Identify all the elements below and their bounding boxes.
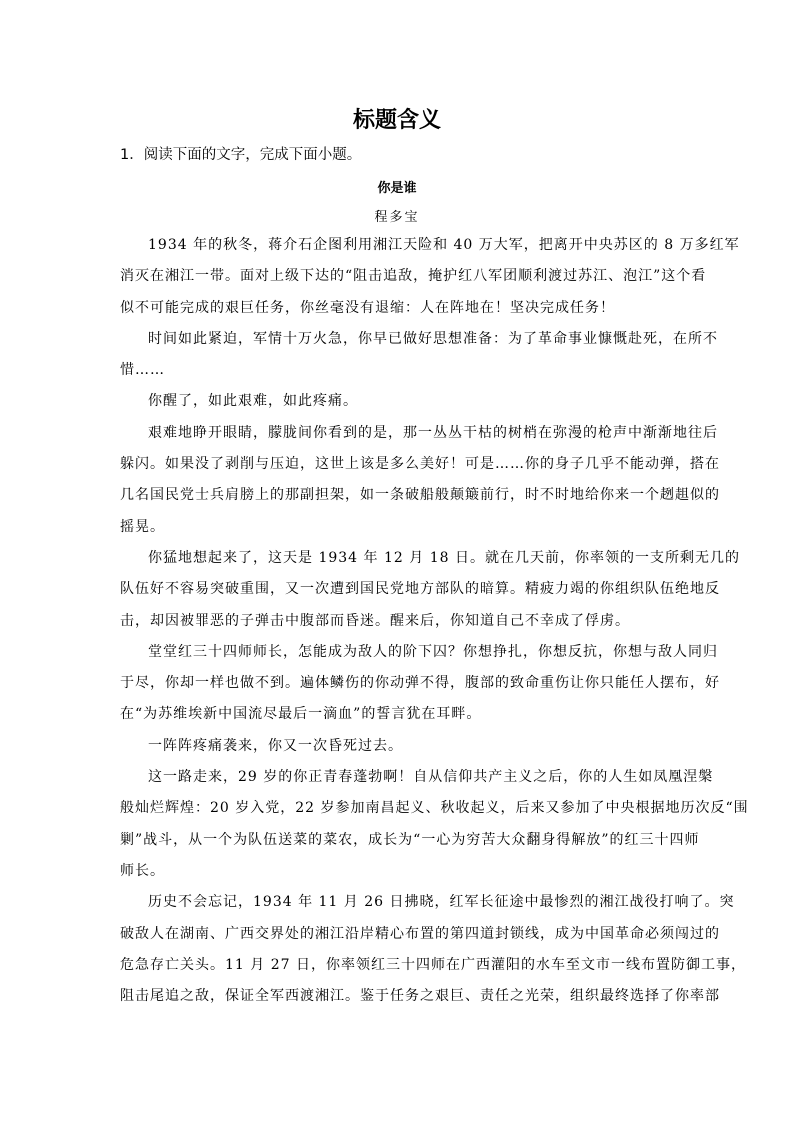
paragraph <box>120 766 749 891</box>
paragraph-line: 破敌人在湖南、广西交界处的湘江沿岸精心布置的第四道封锁线，成为中国革命必须闯过的 <box>120 925 720 942</box>
paragraph-line: 你醒了，如此艰难，如此疼痛。 <box>148 393 358 410</box>
article-body <box>120 234 749 1016</box>
paragraph-line: 你猛地想起来了，这天是 1934 年 12 月 18 日。就在几天前，你率领的一支所剩无几的 <box>148 549 740 566</box>
paragraph-line: 艰难地睁开眼睛，朦胧间你看到的是，那一丛丛干枯的树梢在弥漫的枪声中渐渐地往后 <box>148 424 718 441</box>
paragraph-line: 击，却因被罪恶的子弹击中腹部而昏迷。醒来后，你知道自己不幸成了俘虏。 <box>120 612 630 629</box>
paragraph-line: 阻击尾追之敌，保证全军西渡湘江。鉴于任务之艰巨、责任之光荣，组织最终选择了你率部 <box>120 988 720 1005</box>
paragraph <box>120 390 676 421</box>
paragraph-line: 摇晃。 <box>120 518 165 535</box>
paragraph <box>120 891 746 1016</box>
paragraph-line: 堂堂红三十四师师长，怎能成为敌人的阶下囚？你想挣扎，你想反抗，你想与敌人同归 <box>148 643 718 660</box>
paragraph-line: 惜…… <box>120 362 165 379</box>
paragraph-line: 时间如此紧迫，军情十万火急，你早已做好思想准备：为了革命事业慷慨赴死，在所不 <box>148 330 718 347</box>
paragraph-line: 在“为苏维埃新中国流尽最后一滴血”的誓言犹在耳畔。 <box>120 706 482 723</box>
paragraph-line: 危急存亡关头。11 月 27 日，你率领红三十四师在广西灌阳的水车至文市一线布置防御工事， <box>120 956 746 973</box>
paragraph-line: 一阵阵疼痛袭来，你又一次昏死过去。 <box>148 737 403 754</box>
paragraph <box>120 735 676 766</box>
page-title: 标题含义 <box>352 108 441 133</box>
paragraph <box>120 422 720 547</box>
article-author: 程多宝 <box>374 210 420 225</box>
paragraph-line: 剿”战斗，从一个为队伍送菜的菜农，成长为“一心为穷苦大众翻身得解放”的红三十四师 <box>120 831 700 848</box>
question-prompt: 1．阅读下面的文字，完成下面小题。 <box>120 147 362 163</box>
paragraph-line: 似不可能完成的艰巨任务，你丝毫没有退缩：人在阵地在！坚决完成任务！ <box>120 299 615 316</box>
paragraph-line: 这一路走来，29 岁的你正青春蓬勃啊！自从信仰共产主义之后，你的人生如凤凰涅槃 <box>148 769 714 786</box>
paragraph <box>120 547 740 641</box>
paragraph-line: 1934 年的秋冬，蒋介石企图利用湘江天险和 40 万大军，把离开中央苏区的 8 万多红军 <box>148 237 740 253</box>
paragraph-line: 般灿烂辉煌：20 岁入党，22 岁参加南昌起义、秋收起义，后来又参加了中央根据地历次反“围 <box>120 800 749 817</box>
paragraph-line: 躲闪。如果没了剥削与压迫，这世上该是多么美好！可是……你的身子几乎不能动弹，搭在 <box>120 456 720 473</box>
paragraph-line: 历史不会忘记，1934 年 11 月 26 日拂晓，红军长征途中最惨烈的湘江战役打响了。突 <box>148 894 735 911</box>
paragraph <box>120 234 740 328</box>
paragraph-line: 于尽，你却一样也做不到。遍体鳞伤的你动弹不得，腹部的致命重伤让你只能任人摆布，好 <box>120 675 720 692</box>
paragraph-line: 消灭在湘江一带。面对上级下达的“阻击追敌，掩护红八军团顺利渡过苏江、泡江”这个看 <box>120 268 707 285</box>
paragraph-line: 师长。 <box>120 862 165 879</box>
paragraph <box>120 328 718 391</box>
paragraph-line: 几名国民党士兵肩膀上的那副担架，如一条破船般颠簸前行，时不时地给你来一个趔趄似的 <box>120 487 720 504</box>
paragraph-line: 队伍好不容易突破重围，又一次遭到国民党地方部队的暗算。精疲力竭的你组织队伍绝地反 <box>120 581 720 598</box>
paragraph <box>120 641 720 735</box>
article-title: 你是谁 <box>377 181 417 196</box>
